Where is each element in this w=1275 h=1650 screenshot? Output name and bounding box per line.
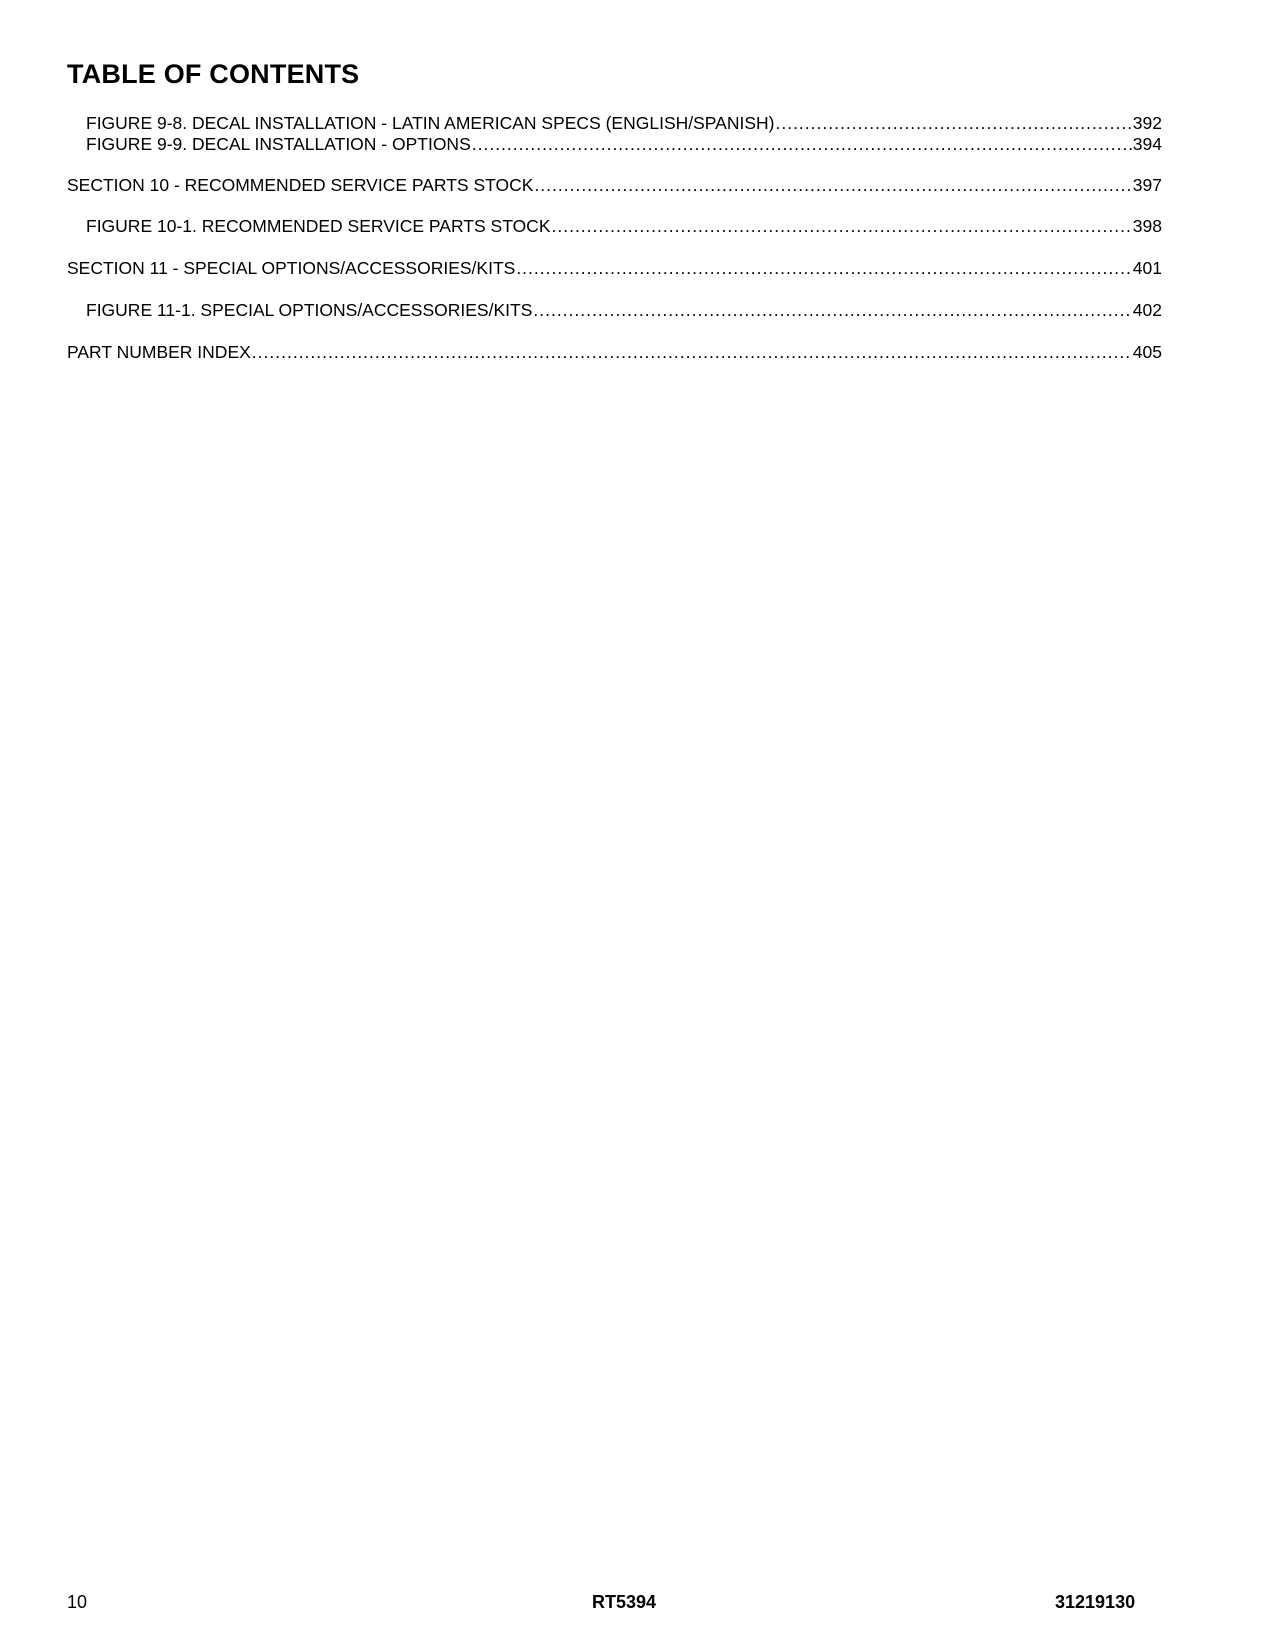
footer-doc-number: 31219130 (1055, 1592, 1136, 1612)
toc-entry-figure-11-1[interactable] (86, 299, 1162, 321)
toc-entry-figure-10-1[interactable] (86, 215, 1162, 237)
toc-entry-title: FIGURE 11-1. SPECIAL OPTIONS/ACCESSORIES/KITS (86, 300, 533, 320)
toc-entry-title: FIGURE 10-1. RECOMMENDED SERVICE PARTS STOCK (86, 216, 551, 236)
toc-entry-section-11[interactable] (67, 257, 1162, 279)
toc-entry-title: FIGURE 9-9. DECAL INSTALLATION - OPTIONS (86, 134, 471, 154)
footer-page-number: 10 (67, 1592, 88, 1612)
toc-entry-page: 405 (1132, 342, 1162, 362)
toc-dot-leader (775, 112, 1131, 134)
toc-dot-leader (472, 133, 1132, 155)
toc-dot-leader (516, 257, 1131, 279)
toc-entry-page: 398 (1132, 216, 1162, 236)
toc-entry-page: 401 (1132, 258, 1162, 278)
toc-entry-page: 392 (1132, 113, 1162, 133)
footer-model: RT5394 (592, 1592, 657, 1612)
toc-dot-leader (552, 215, 1132, 237)
toc-entry-part-number-index[interactable] (67, 341, 1162, 363)
toc-entry-figure-9-9[interactable] (86, 133, 1162, 155)
toc-entry-title: PART NUMBER INDEX (67, 342, 251, 362)
toc-dot-leader (252, 341, 1132, 363)
toc-entry-title: SECTION 10 - RECOMMENDED SERVICE PARTS STOCK (67, 175, 534, 195)
toc-entry-page: 397 (1132, 175, 1162, 195)
toc-entry-figure-9-8[interactable] (86, 112, 1162, 134)
page-title: TABLE OF CONTENTS (67, 59, 360, 89)
toc-dot-leader (534, 174, 1131, 196)
toc-entry-title: SECTION 11 - SPECIAL OPTIONS/ACCESSORIES/KITS (67, 258, 516, 278)
toc-entry-page: 402 (1132, 300, 1162, 320)
toc-entry-page: 394 (1132, 134, 1162, 154)
toc-entry-title: FIGURE 9-8. DECAL INSTALLATION - LATIN AMERICAN SPECS (ENGLISH/SPANISH) (86, 113, 775, 133)
toc-dot-leader (533, 299, 1131, 321)
toc-entry-section-10[interactable] (67, 174, 1162, 196)
